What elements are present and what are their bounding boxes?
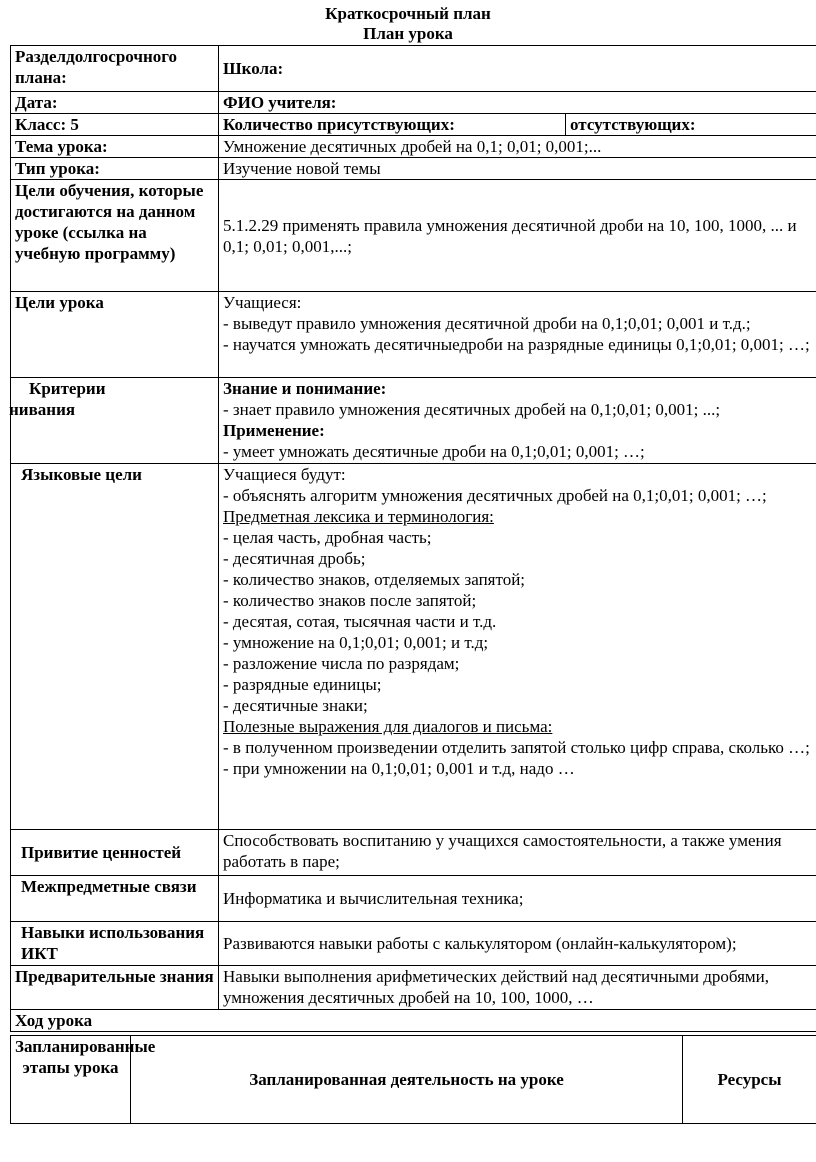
resources-header: Ресурсы <box>683 1036 816 1124</box>
school-label: Школа: <box>219 46 816 92</box>
vocabulary-item: - количество знаков после запятой; <box>223 591 477 610</box>
activity-header: Запланированная деятельность на уроке <box>131 1036 683 1124</box>
present-label: Количество присутствующих: <box>219 114 566 136</box>
vocabulary-item: - десятичная дробь; <box>223 549 366 568</box>
language-explain: - объяснять алгоритм умножения десятичных дробей на 0,1;0,01; 0,001; …; <box>223 486 767 505</box>
topic-label: Тема урока: <box>11 136 219 158</box>
language-goals-value <box>219 464 816 830</box>
class-label: Класс: 5 <box>11 114 219 136</box>
vocabulary-item: - целая часть, дробная часть; <box>223 528 432 547</box>
table-row <box>11 180 816 292</box>
criteria-label-line: нивания <box>9 400 76 419</box>
phrases-heading: Полезные выражения для диалогов и письма: <box>223 717 553 736</box>
table-row <box>11 158 816 180</box>
criteria-value <box>219 378 816 464</box>
criteria-label <box>11 378 219 464</box>
lesson-goals-line: - научатся умножать десятичныедроби на разрядные единицы 0,1;0,01; 0,001; …; <box>223 335 810 354</box>
lesson-course-label: Ход урока <box>11 1010 816 1032</box>
teacher-label: ФИО учителя: <box>219 92 816 114</box>
vocabulary-item: - десятая, сотая, тысячная части и т.д. <box>223 612 497 631</box>
document-title: Краткосрочный план <box>325 4 491 23</box>
prior-knowledge-value: Навыки выполнения арифметических действий над десятичными дробями, умножения десятичных дробей на 10, 100, 1000, … <box>219 966 816 1010</box>
interdisciplinary-value: Информатика и вычислительная техника; <box>219 876 816 922</box>
table-row <box>11 136 816 158</box>
language-goals-label: Языковые цели <box>11 464 219 830</box>
lesson-goals-line: Учащиеся: <box>223 293 302 312</box>
table-row <box>11 1036 816 1124</box>
stages-header: Запланированные этапы урока <box>11 1036 131 1124</box>
lesson-stages-table <box>10 1035 816 1124</box>
table-row <box>11 830 816 876</box>
values-label: Привитие ценностей <box>11 830 219 876</box>
prior-knowledge-label: Предварительные знания <box>11 966 219 1010</box>
vocabulary-item: - количество знаков, отделяемых запятой; <box>223 570 526 589</box>
absent-label: отсутствующих: <box>566 114 816 136</box>
lesson-goals-label: Цели урока <box>11 292 219 378</box>
phrase-item: - при умножении на 0,1;0,01; 0,001 и т.д, надо … <box>223 759 575 778</box>
lesson-goals-value <box>219 292 816 378</box>
section-label: Разделдолгосрочного плана: <box>11 46 219 92</box>
vocabulary-item: - разложение числа по разрядам; <box>223 654 460 673</box>
table-row <box>11 922 816 966</box>
learning-goals-label: Цели обучения, которые достигаются на данном уроке (ссылка на учебную программу) <box>11 180 219 292</box>
type-value: Изучение новой темы <box>219 158 816 180</box>
table-row <box>11 114 816 136</box>
vocabulary-item: - разрядные единицы; <box>223 675 382 694</box>
table-row <box>11 46 816 92</box>
table-row <box>11 292 816 378</box>
values-value: Способствовать воспитанию у учащихся самостоятельности, а также умения работать в паре; <box>219 830 816 876</box>
vocabulary-item: - десятичные знаки; <box>223 696 368 715</box>
table-row <box>11 92 816 114</box>
language-intro: Учащиеся будут: <box>223 465 346 484</box>
phrase-item: - в полученном произведении отделить запятой столько цифр справа, сколько …; <box>223 738 810 757</box>
table-row <box>11 1010 816 1032</box>
table-row <box>11 464 816 830</box>
criteria-label-line: Критерии <box>29 379 106 398</box>
lesson-plan-table <box>10 45 816 1032</box>
type-label: Тип урока: <box>11 158 219 180</box>
table-row <box>11 876 816 922</box>
criteria-knowledge-text: - знает правило умножения десятичных дробей на 0,1;0,01; 0,001; ...; <box>223 400 721 419</box>
criteria-knowledge-heading: Знание и понимание: <box>223 379 387 398</box>
vocabulary-item: - умножение на 0,1;0,01; 0,001; и т.д; <box>223 633 489 652</box>
date-label: Дата: <box>11 92 219 114</box>
interdisciplinary-label: Межпредметные связи <box>11 876 219 922</box>
ict-label: Навыки использования ИКТ <box>11 922 219 966</box>
table-row <box>11 966 816 1010</box>
vocabulary-heading: Предметная лексика и терминология: <box>223 507 494 526</box>
document-subtitle: План урока <box>363 24 453 43</box>
table-row <box>11 378 816 464</box>
criteria-apply-heading: Применение: <box>223 421 325 440</box>
topic-value: Умножение десятичных дробей на 0,1; 0,01; 0,001;... <box>219 136 816 158</box>
lesson-goals-line: - выведут правило умножения десятичной дроби на 0,1;0,01; 0,001 и т.д.; <box>223 314 751 333</box>
learning-goals-value: 5.1.2.29 применять правила умножения десятичной дроби на 10, 100, 1000, ... и 0,1; 0,01; 0,001,...; <box>219 180 816 292</box>
ict-value: Развиваются навыки работы с калькулятором (онлайн-калькулятором); <box>219 922 816 966</box>
criteria-apply-text: - умеет умножать десятичные дроби на 0,1;0,01; 0,001; …; <box>223 442 645 461</box>
